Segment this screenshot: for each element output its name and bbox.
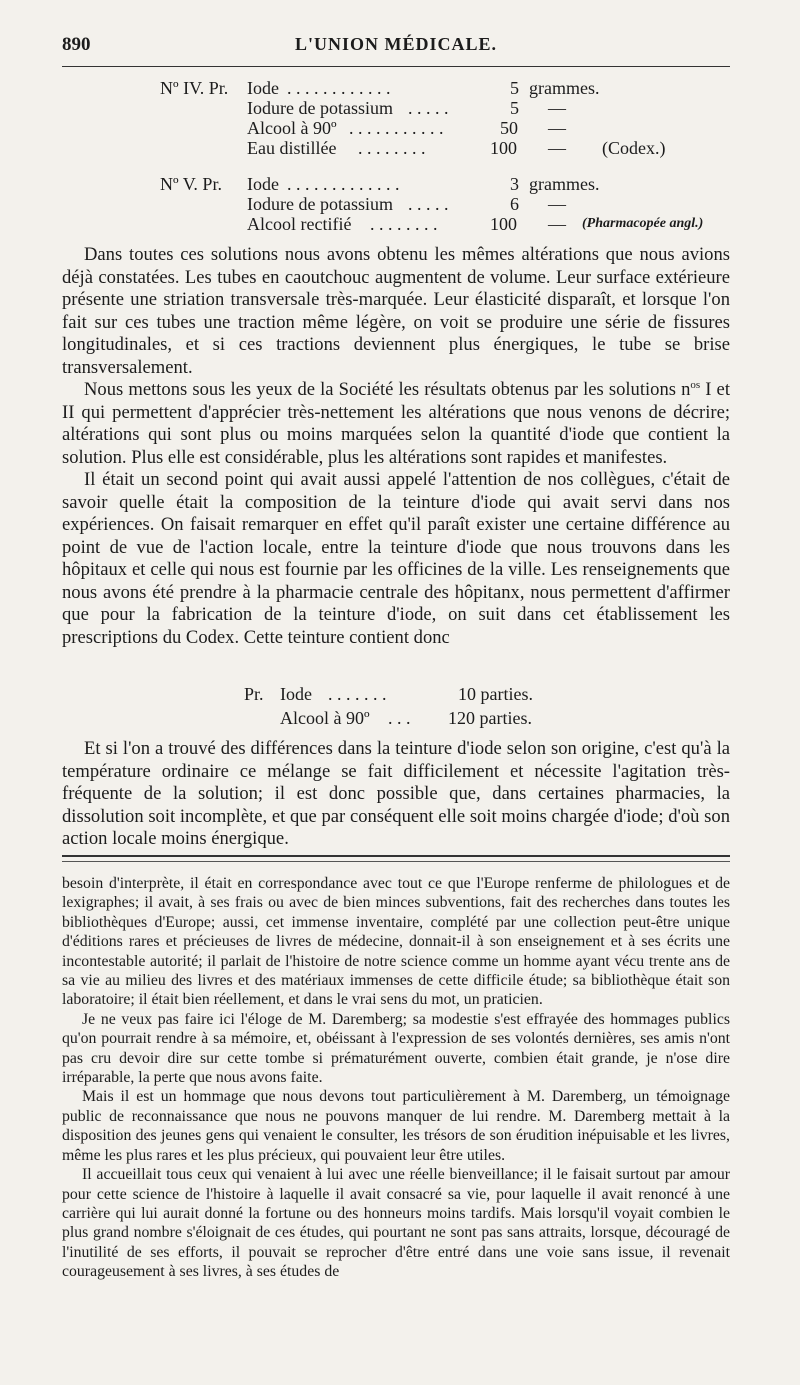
ingredient-name: Iode [280, 684, 312, 704]
ingredient-name: Eau distillée [247, 138, 337, 158]
unit: — [548, 138, 566, 158]
quantity: 10 parties. [458, 684, 533, 704]
ingredient-name: Alcool à 90º [247, 118, 337, 138]
paragraph: besoin d'interprète, il était en correspondance avec tout ce que l'Europe renferme de philologues et de lexigraphes; il avait, à ses frais ou avec de bien minces subventions, fait des recherches dans toutes les bibliothèques d'Europe; aussi, cet immense inventaire, complété par une collection peut-être unique d'éditions rares et précieuses de livres de médecine, donnait-il à son enseignement et à ses écrits une incontestable autorité; il parlait de l'histoire de notre science comme un homme ayant vécu trente ans de sa vie au milieu des livres et des matériaux immenses de cette difficile étude; sa bibliothèque était son laboratoire; il était bien réellement, et dans le vrai sens du mot, un praticien. [62, 875, 730, 1009]
unit: grammes. [529, 78, 600, 98]
page-header [62, 30, 730, 60]
quantity: 5 [510, 78, 519, 98]
formula-line [62, 138, 730, 158]
leader-dots: . . . . . . . . . . . [349, 118, 444, 138]
formula-line [62, 78, 730, 98]
formula-teinture [62, 684, 730, 732]
leader-dots: . . . . . . . . [358, 138, 426, 158]
source-note: (Codex.) [602, 138, 666, 158]
unit: grammes. [529, 174, 600, 194]
leader-dots: . . . . . [408, 194, 449, 214]
paragraph [62, 379, 730, 469]
ingredient-name: Iodure de potassium [247, 98, 393, 118]
running-title: L'UNION MÉDICALE. [294, 34, 498, 54]
leader-dots: . . . [388, 708, 411, 728]
quantity: 50 [500, 118, 518, 138]
unit: — [548, 194, 566, 214]
formula-line [62, 708, 730, 732]
unit: — [548, 98, 566, 118]
page-number: 890 [62, 34, 91, 55]
leader-dots: . . . . . [408, 98, 449, 118]
quantity: 6 [510, 194, 519, 214]
quantity: 3 [510, 174, 519, 194]
leader-dots: . . . . . . . . . . . . . [287, 174, 400, 194]
formula-line [62, 98, 730, 118]
paragraph: Dans toutes ces solutions nous avons obtenu les mêmes altérations que nous avions déjà constatées. Les tubes en caoutchouc augmentent de volume. Leur surface extérieure présente une striation transversale très-marquée. Leur élasticité disparaît, et lorsque l'on fait sur ces tubes une traction même légère, on voit se produire une série de fissures longitudinales, et si ces tractions deviennent plus énergiques, le tube se brise transversalement. [62, 244, 730, 378]
paragraph: Et si l'on a trouvé des différences dans la teinture d'iode selon son origine, c'est qu'à la température ordinaire ce mélange se fait difficilement et nécessite l'agitation très-fréquente de la solution; il est donc possible que, dans certaines pharmacies, la dissolution soit incomplète, et que par conséquent elle soit moins chargée d'iode; d'où son action locale moins énergique. [62, 738, 730, 849]
unit: — [548, 214, 566, 234]
quantity: 100 [490, 138, 517, 158]
ingredient-name: Iode [247, 78, 279, 98]
formula-label: Pr. [244, 684, 264, 704]
ingredient-name: Alcool rectifié [247, 214, 352, 234]
ingredient-name: Iode [247, 174, 279, 194]
paragraph-text: Nous mettons sous les yeux de la Société les résultats obtenus par les solutions n [84, 379, 691, 400]
quantity: 5 [510, 98, 519, 118]
formula-line [62, 174, 730, 194]
ingredient-name: Iodure de potassium [247, 194, 393, 214]
formula-label: Nº V. Pr. [160, 174, 222, 194]
formula-line [62, 118, 730, 138]
formula-label: Nº IV. Pr. [160, 78, 229, 98]
paragraph: Il était un second point qui avait aussi appelé l'attention de nos collègues, c'était de savoir quelle était la composition de la teinture d'iode qui avait servi dans nos expériences. On faisait remarquer en effet qu'il paraît exister une certaine différence au point de vue de l'action locale, entre la teinture d'iode que nous trouvons dans les hôpitaux et celle qui nous est fournie par les officines de la ville. Les renseignements que nous avons été prendre à la pharmacie centrale des hôpitanx, nous permettent d'affirmer que pour la fabrication de la teinture d'iode, on suit dans cet établissement les prescriptions du Codex. Cette teinture contient donc [62, 469, 730, 648]
feuilleton-separator [62, 855, 730, 862]
quantity: 120 parties. [448, 708, 532, 728]
paragraph-text: I et II qui permettent d'apprécier très-nettement les altérations que nous venons de décrire; altérations qui sont plus ou moins marquées selon la quantité d'iode que contient la solution. Plus elle est considérable, plus les altérations sont rapides et manifestes. [62, 379, 730, 468]
superscript: os [690, 378, 701, 391]
paragraph: Il accueillait tous ceux qui venaient à lui avec une réelle bienveillance; il le faisait surtout par amour pour cette science de l'histoire à laquelle il avait consacré sa vie, pour laquelle il avait renoncé à une carrière qui lui aurait donné la fortune ou des honneurs moins tardifs. Mais lorsqu'il voyait combien le plus grand nombre s'éloignait de ces études, qui pourtant ne sont pas sans attraits, lorsque, découragé de l'inutilité de ses efforts, il pouvait se reprocher d'être entré dans une voie sans issue, il revenait courageusement à ses livres, à ses études de [62, 1166, 730, 1281]
unit: — [548, 118, 566, 138]
formula-v [62, 174, 730, 234]
article-body-continued [62, 738, 730, 851]
feuilleton-body [62, 874, 730, 1282]
quantity: 100 [490, 214, 517, 234]
leader-dots: . . . . . . . [328, 684, 387, 704]
formula-line [62, 684, 730, 708]
source-note: (Pharmacopée angl.) [582, 216, 704, 231]
leader-dots: . . . . . . . . [370, 214, 438, 234]
formula-line [62, 194, 730, 214]
paragraph: Mais il est un hommage que nous devons tout particulièrement à M. Daremberg, un témoignage public de reconnaissance que nous ne pouvons manquer de lui rendre. M. Daremberg mettait à la disposition des jeunes gens qui venaient le consulter, les trésors de son érudition inépuisable et les livres, même les plus rares et les plus précieux, qui pouvaient leur être utiles. [62, 1088, 730, 1164]
article-body [62, 244, 730, 649]
formula-line [62, 214, 730, 234]
ingredient-name: Alcool à 90º [280, 708, 370, 728]
paragraph: Je ne veux pas faire ici l'éloge de M. Daremberg; sa modestie s'est effrayée des hommages publics qu'on pourrait rendre à sa mémoire, et, obéissant à l'expression de ses volontés dernières, ses amis n'ont pas cru devoir dire sur cette tombe si prématurément ouverte, combien était grande, je n'ose dire irréparable, la perte que nous avons faite. [62, 1010, 730, 1087]
formula-iv [62, 78, 730, 158]
leader-dots: . . . . . . . . . . . . [287, 78, 391, 98]
header-rule [62, 66, 730, 67]
